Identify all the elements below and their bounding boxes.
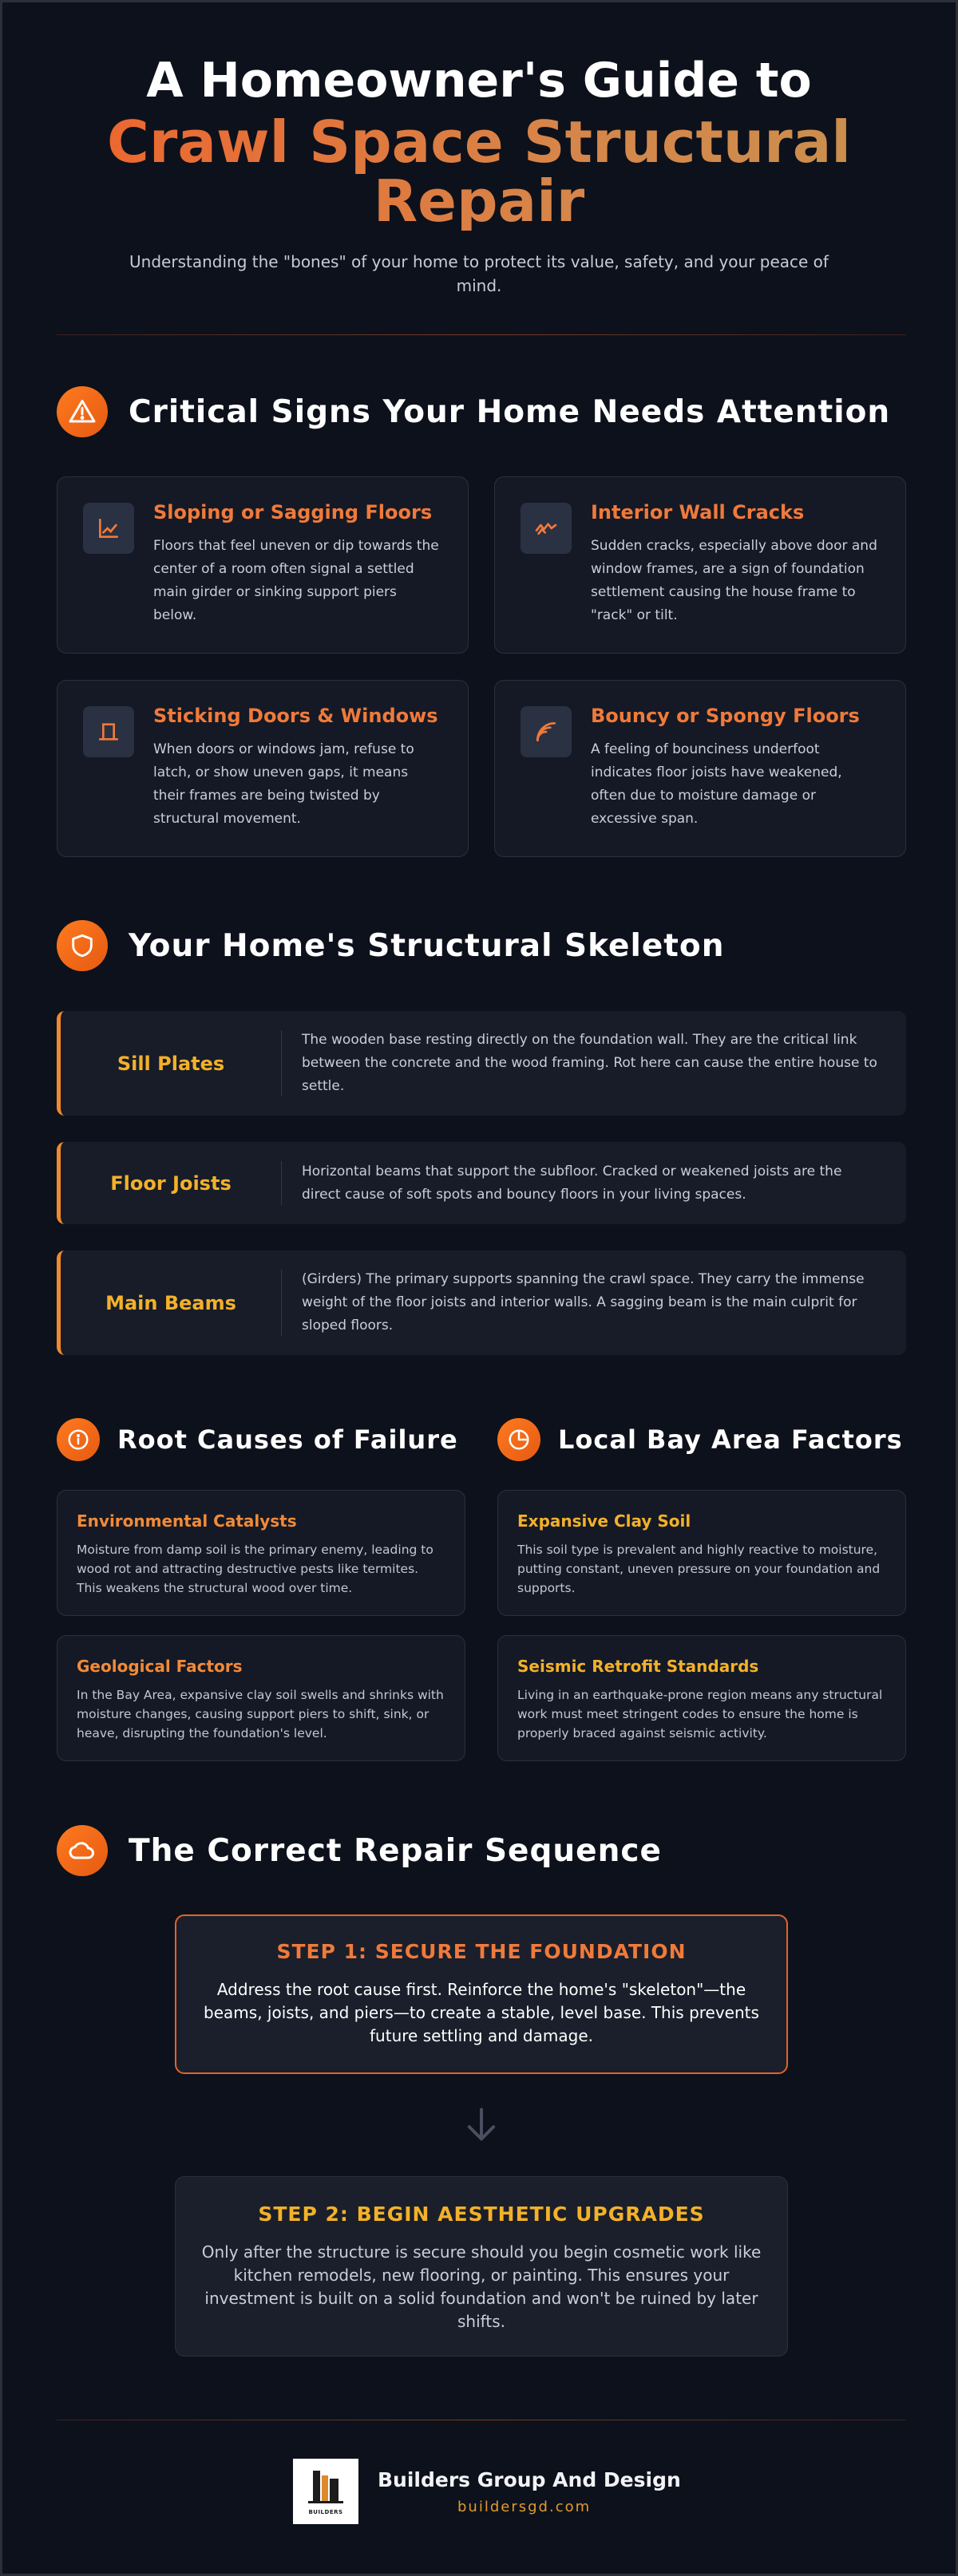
pie-chart-icon [497, 1418, 540, 1461]
local-factor-text: This soil type is prevalent and highly reactive to moisture, putting constant, uneven pressure on your foundation and supports. [517, 1543, 881, 1595]
local-factor-text: Living in an earthquake-prone region means any structural work must meet stringent codes to ensure the home is properly braced against seismic activity. [517, 1688, 883, 1740]
footer-website-link[interactable]: buildersgd.com [457, 2499, 592, 2515]
local-factor-title: Expansive Clay Soil [517, 1511, 691, 1531]
skeleton-heading [57, 920, 724, 971]
builders-logo-icon: BUILDERS [293, 2459, 358, 2524]
skeleton-row-floor-joists [57, 1142, 906, 1224]
page-title-line1: A Homeowner's Guide to [146, 53, 812, 109]
sign-card-title: Bouncy or Spongy Floors [591, 705, 860, 727]
skeleton-row-name: Main Beams [105, 1291, 236, 1314]
root-cause-title: Geological Factors [77, 1657, 243, 1676]
sign-card-title: Sloping or Sagging Floors [153, 501, 433, 523]
warning-icon [57, 386, 108, 437]
skeleton-row-text: The wooden base resting directly on the foundation wall. They are the critical link between the concrete and the wood framing. Rot here can cause the entire house to settle. [302, 1032, 877, 1094]
skeleton-heading-text: Your Home's Structural Skeleton [129, 927, 725, 964]
footer-brand: Builders Group And Design [378, 2468, 681, 2491]
sign-card-text: Floors that feel uneven or dip towards the center of a room often signal a settled main girder or sinking support piers below. [153, 538, 439, 623]
skeleton-row-divider [281, 1030, 282, 1096]
sign-card-text: Sudden cracks, especially above door and window frames, are a sign of foundation settlement causing the house frame to "rack" or tilt. [591, 538, 877, 623]
step-2-text: Only after the structure is secure should you begin cosmetic work like kitchen remodels, new flooring, or painting. This ensures your investment is built on a solid foundation and won't be ruined by later shifts. [201, 2242, 762, 2331]
local-factors-heading-text: Local Bay Area Factors [558, 1424, 903, 1455]
wave-icon [521, 706, 572, 757]
page-subtitle: Understanding the "bones" of your home to protect its value, safety, and your peace of mind. [129, 252, 829, 295]
page-title-line2: Crawl Space Structural Repair [2, 113, 956, 231]
step-2-card [175, 2176, 788, 2357]
sequence-heading-text: The Correct Repair Sequence [129, 1832, 662, 1869]
step-1-text: Address the root cause first. Reinforce the home's "skeleton"—the beams, joists, and piers—to create a stable, level base. This prevents future settling and damage. [204, 1980, 759, 2045]
root-cause-text: In the Bay Area, expansive clay soil swells and shrinks with moisture changes, causing support piers to shift, sink, or heave, disrupting the foundation's level. [77, 1688, 444, 1740]
root-cause-title: Environmental Catalysts [77, 1511, 297, 1531]
cloud-icon [57, 1825, 108, 1876]
sequence-heading [57, 1825, 662, 1876]
shield-icon [57, 920, 108, 971]
skeleton-row-text: (Girders) The primary supports spanning the crawl space. They carry the immense weight of the floor joists and interior walls. A sagging beam is the main culprit for sloped floors. [302, 1271, 865, 1333]
step-1-title: STEP 1: SECURE THE FOUNDATION [276, 1940, 687, 1963]
root-causes-heading-text: Root Causes of Failure [117, 1424, 458, 1455]
skeleton-row-sill-plates [57, 1011, 906, 1116]
sign-card-bouncy-floors [494, 680, 906, 857]
sign-card-sloping-floors [57, 476, 469, 654]
door-frame-icon [83, 706, 134, 757]
skeleton-row-divider [281, 1161, 282, 1205]
root-cause-card-geological [57, 1635, 465, 1761]
sign-card-title: Sticking Doors & Windows [153, 705, 438, 727]
header-divider [57, 334, 906, 335]
signs-heading-text: Critical Signs Your Home Needs Attention [129, 393, 891, 430]
crack-icon [521, 503, 572, 554]
info-icon [57, 1418, 100, 1461]
sign-card-text: When doors or windows jam, refuse to latch, or show uneven gaps, it means their frames are being twisted by structural movement. [153, 741, 414, 827]
local-factor-card-clay-soil [497, 1490, 906, 1616]
local-factor-title: Seismic Retrofit Standards [517, 1657, 759, 1676]
skeleton-row-text: Horizontal beams that support the subfloor. Cracked or weakened joists are the direct cause of soft spots and bouncy floors in your living spaces. [302, 1163, 842, 1203]
root-cause-card-environmental [57, 1490, 465, 1616]
sign-card-text: A feeling of bounciness underfoot indicates floor joists have weakened, often due to moisture damage or excessive span. [591, 741, 842, 827]
skeleton-row-name: Floor Joists [110, 1171, 232, 1195]
root-causes-heading [57, 1418, 458, 1461]
skeleton-row-main-beams [57, 1250, 906, 1355]
sign-card-sticking-doors [57, 680, 469, 857]
arrow-down-icon [461, 2104, 502, 2146]
signs-heading [57, 386, 890, 437]
local-factors-heading [497, 1418, 903, 1461]
skeleton-row-divider [281, 1270, 282, 1336]
local-factor-card-seismic [497, 1635, 906, 1761]
sign-card-wall-cracks [494, 476, 906, 654]
slope-chart-icon [83, 503, 134, 554]
root-cause-text: Moisture from damp soil is the primary enemy, leading to wood rot and attracting destructive pests like termites. This weakens the structural wood over time. [77, 1543, 433, 1595]
step-2-title: STEP 2: BEGIN AESTHETIC UPGRADES [258, 2203, 705, 2226]
skeleton-row-name: Sill Plates [117, 1052, 225, 1075]
sign-card-title: Interior Wall Cracks [591, 501, 805, 523]
step-1-card [175, 1914, 788, 2074]
